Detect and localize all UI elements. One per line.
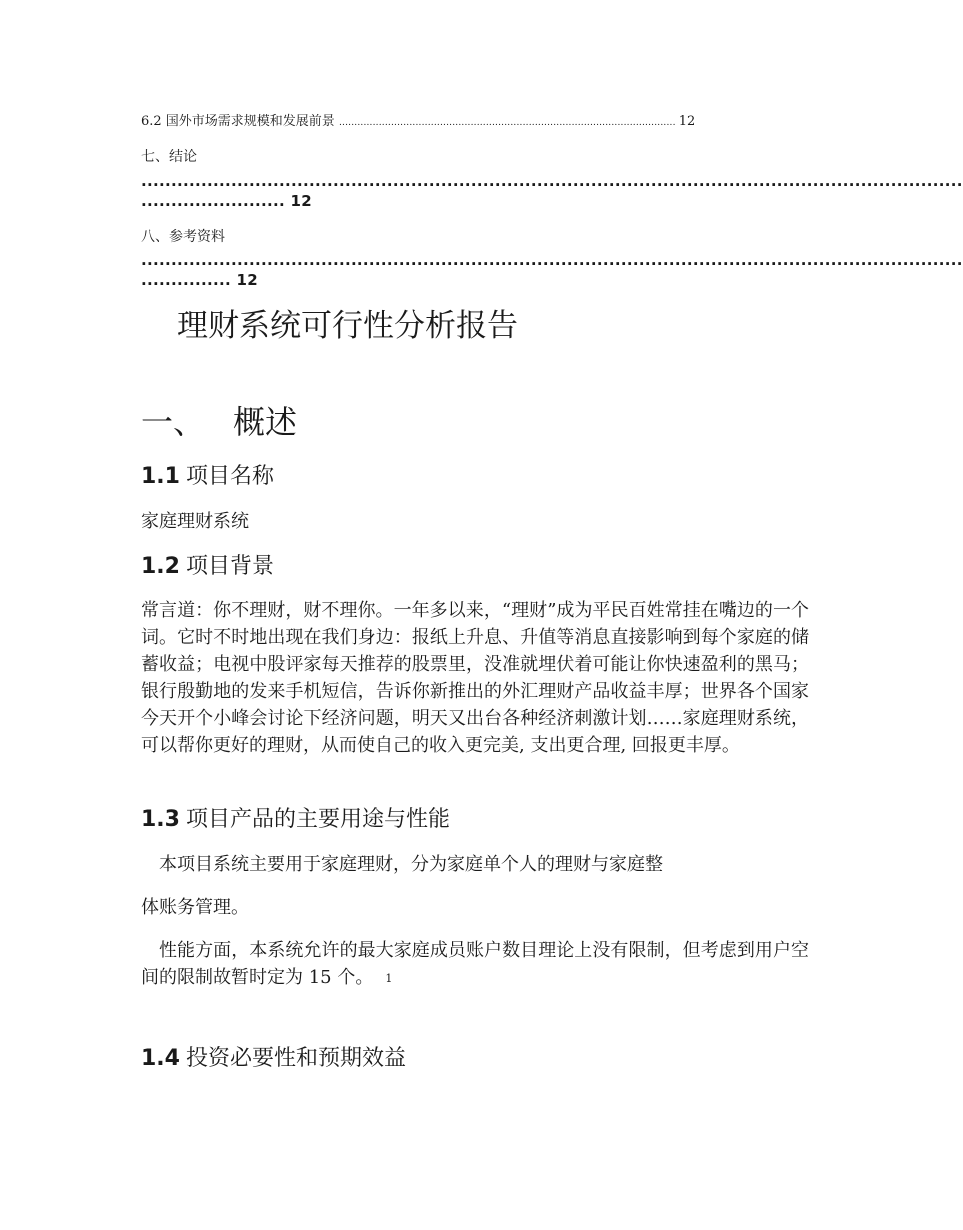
section-heading-1-2 [141,552,274,582]
toc-page-number: 12 [678,114,696,129]
project-name-text: 家庭理财系统 [141,511,249,532]
performance-paragraph [141,937,809,992]
chapter-number: 一、 [141,403,206,441]
usage-paragraph-line1: 本项目系统主要用于家庭理财，分为家庭单个人的理财与家庭整 [159,854,663,875]
section-title: 项目背景 [185,554,274,579]
toc-leader-dots: ......................................................................................................................................... [141,251,963,269]
footnote-marker[interactable]: 1 [385,972,393,985]
usage-paragraph-line2: 体账务管理。 [141,897,249,918]
section-title: 投资必要性和预期效益 [185,1046,406,1071]
section-number: 1.3 [141,807,180,832]
toc-leader-dots: ......................................................................................................................................... [141,172,963,190]
section-number: 1.1 [141,464,180,489]
section-title: 项目产品的主要用途与性能 [185,807,450,832]
project-background-paragraph: 常言道：你不理财，财不理你。一年多以来，“理财”成为平民百姓常挂在嘴边的一个词。它时不时地出现在我们身边：报纸上升息、升值等消息直接影响到每个家庭的储蓄收益；电视中股评家每天推荐的股票里，没准就埋伏着可能让你快速盈利的黑马；银行殷勤地的发来手机短信，告诉你新推出的外汇理财产品收益丰厚；世界各个国家今天开个小峰会讨论下经济问题，明天又出台各种经济刺激计划……家庭理财系统，可以帮你更好的理财，从而使自己的收入更完美, 支出更合理, 回报更丰厚。 [141,600,809,756]
toc-entry-6-2[interactable] [141,113,781,132]
section-heading-1-1 [141,462,274,492]
toc-page-number: 12 [236,271,258,289]
chapter-heading [141,400,297,444]
chapter-title: 概述 [233,403,298,441]
toc-entry-7-continuation [141,190,312,212]
toc-leader-dots: ........................ [141,192,291,210]
toc-leader-dots: .............................................................................................................. [338,118,679,128]
section-number: 1.2 [141,554,180,579]
section-number: 1.4 [141,1046,180,1071]
toc-leader-dots: ............... [141,271,237,289]
section-title: 项目名称 [185,464,274,489]
toc-entry-8-label[interactable]: 八、参考资料 [141,229,225,245]
section-heading-1-4 [141,1044,406,1074]
document-title: 理财系统可行性分析报告 [177,308,518,344]
toc-entry-label: 6.2 国外市场需求规模和发展前景 [141,114,335,129]
performance-text: 性能方面，本系统允许的最大家庭成员账户数目理论上没有限制，但考虑到用户空间的限制故暂时定为 15 个。 [141,940,809,988]
toc-page-number: 12 [290,192,312,210]
section-heading-1-3 [141,805,450,835]
toc-entry-8-continuation [141,269,258,291]
toc-entry-7-label[interactable]: 七、结论 [141,149,197,165]
